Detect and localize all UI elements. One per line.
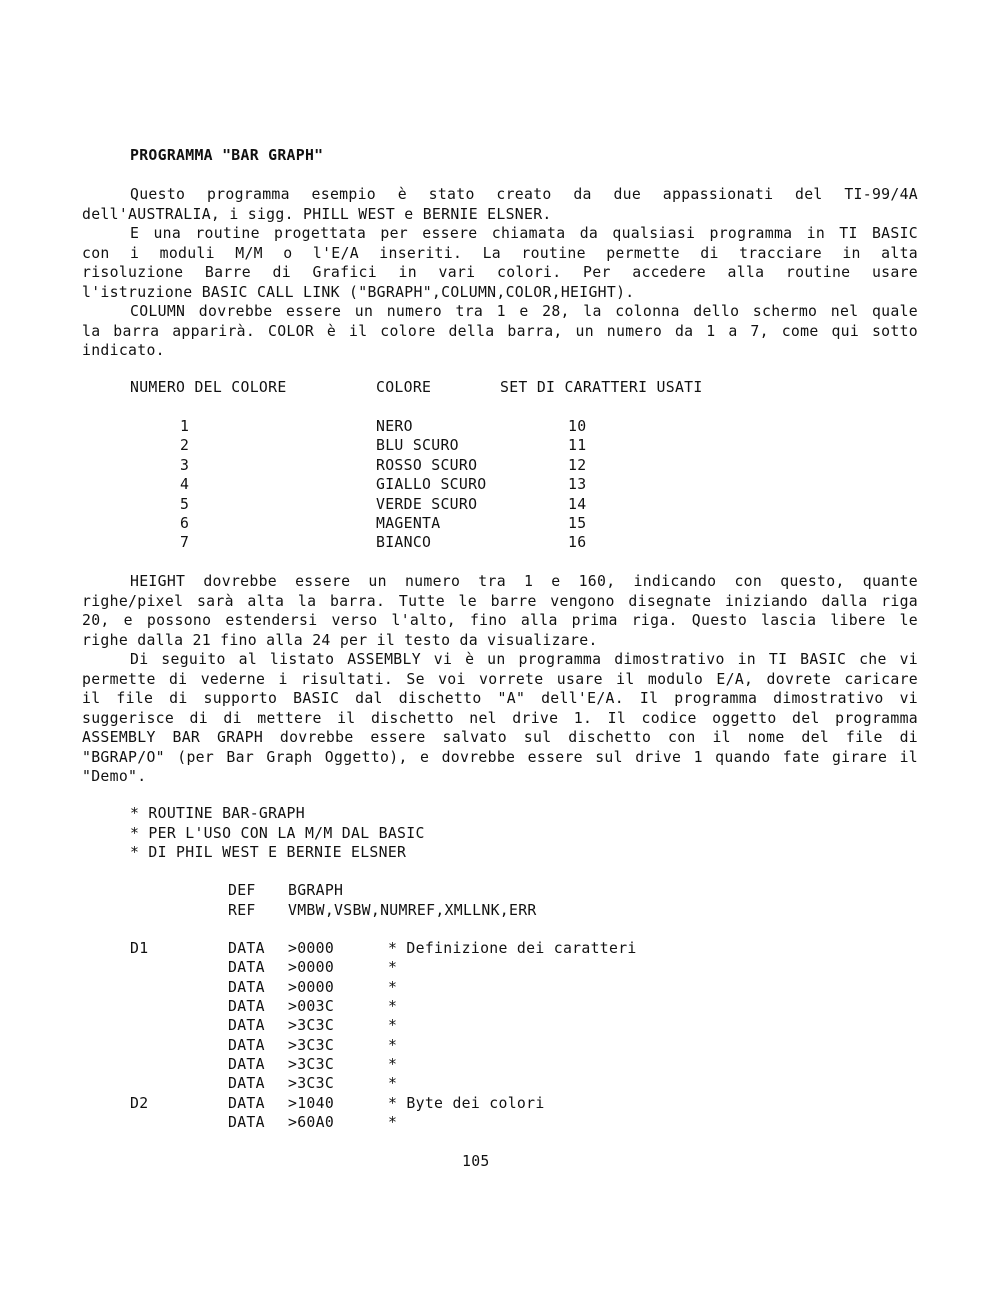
code-token: *	[388, 1037, 398, 1054]
paragraph-line: dell'AUSTRALIA, i sigg. PHILL WEST e BERNIE ELSNER.	[82, 205, 552, 223]
page-title: PROGRAMMA "BAR GRAPH"	[130, 147, 324, 164]
code-token: BGRAPH	[288, 882, 344, 899]
code-token: D1	[130, 940, 149, 957]
code-comment: * ROUTINE BAR-GRAPH	[130, 805, 305, 822]
code-token: DATA	[228, 1075, 265, 1092]
table-cell: 15	[568, 515, 587, 532]
paragraph-line: Di seguito al listato ASSEMBLY vi è un programma dimostrativo in TI BASIC che vi	[130, 651, 918, 668]
paragraph-line: risoluzione Barre di Grafici in vari colori. Per accedere alla routine usare	[82, 264, 918, 281]
paragraph-line: righe/pixel sarà alta la barra. Tutte le barre vengono disegnate iniziando dalla riga	[82, 592, 918, 610]
table-cell: 10	[568, 418, 587, 435]
code-token: >3C3C	[288, 1056, 335, 1073]
table-cell: ROSSO SCURO	[376, 456, 478, 474]
code-token: *	[388, 1056, 398, 1073]
code-token: *	[388, 959, 398, 976]
paragraph-line: "Demo".	[82, 768, 147, 785]
table-cell: 14	[568, 495, 587, 513]
paragraph-line: righe dalla 21 fino alla 24 per il testo da visualizare.	[82, 631, 598, 649]
paragraph-line: l'istruzione BASIC CALL LINK ("BGRAPH",COLUMN,COLOR,HEIGHT).	[82, 283, 635, 301]
paragraph-line: Questo programma esempio è stato creato da due appassionati del TI-99/4A	[130, 186, 918, 203]
code-token: DATA	[228, 998, 265, 1015]
page-number: 105	[462, 1153, 490, 1170]
table-cell: 16	[568, 534, 587, 552]
table-cell: 3	[180, 456, 190, 474]
table-cell: 11	[568, 437, 587, 455]
table-cell: 6	[180, 515, 190, 532]
code-token: DATA	[228, 979, 265, 996]
table-header: SET DI CARATTERI USATI	[500, 379, 703, 396]
paragraph-line: la barra apparirà. COLOR è il colore della barra, un numero da 1 a 7, come qui sotto	[82, 322, 918, 340]
paragraph-line: E una routine progettata per essere chiamata da qualsiasi programma in TI BASIC	[130, 225, 918, 242]
table-cell: 4	[180, 476, 190, 494]
code-token: >3C3C	[288, 1037, 335, 1054]
table-cell: 13	[568, 476, 587, 494]
table-cell: 1	[180, 418, 190, 435]
code-token: VMBW,VSBW,NUMREF,XMLLNK,ERR	[288, 902, 537, 919]
code-token: DATA	[228, 1017, 265, 1034]
table-cell: GIALLO SCURO	[376, 476, 487, 494]
code-token: REF	[228, 902, 256, 919]
paragraph-line: indicato.	[82, 342, 165, 359]
table-header: COLORE	[376, 379, 432, 396]
code-comment: * DI PHIL WEST E BERNIE ELSNER	[130, 844, 407, 861]
paragraph-line: 20, e possono estendersi verso l'alto, fino alla prima riga. Questo lascia libere le	[82, 612, 918, 629]
code-token: >1040	[288, 1095, 335, 1112]
table-cell: 2	[180, 437, 190, 455]
paragraph-line: suggerisce di di mettere il dischetto nel drive 1. Il codice oggetto del programma	[82, 709, 918, 727]
code-token: DATA	[228, 940, 265, 957]
paragraph-line: il file di supporto BASIC dal dischetto "A" dell'E/A. Il programma dimostrativo vi	[82, 690, 918, 707]
table-header: NUMERO DEL COLORE	[130, 379, 287, 396]
paragraph-line: HEIGHT dovrebbe essere un numero tra 1 e 160, indicando con questo, quante	[130, 573, 918, 590]
table-cell: VERDE SCURO	[376, 495, 478, 513]
code-token: *	[388, 998, 398, 1015]
paragraph-line: ASSEMBLY BAR GRAPH dovrebbe essere salvato sul dischetto con il nome del file di	[82, 729, 918, 746]
code-token: DATA	[228, 1095, 265, 1112]
table-cell: MAGENTA	[376, 515, 441, 532]
code-token: DATA	[228, 1056, 265, 1073]
table-cell: BIANCO	[376, 534, 432, 552]
code-token: DATA	[228, 1037, 265, 1054]
code-token: >0000	[288, 959, 335, 976]
code-token: *	[388, 1075, 398, 1092]
code-token: *	[388, 1017, 398, 1034]
table-cell: 7	[180, 534, 190, 552]
paragraph-line: permette di vederne i risultati. Se voi vorrete usare il modulo E/A, dovrete caricare	[82, 670, 918, 688]
paragraph-line: COLUMN dovrebbe essere un numero tra 1 e 28, la colonna dello schermo nel quale	[130, 303, 918, 320]
code-token: >0000	[288, 979, 335, 996]
code-token: * Byte dei colori	[388, 1095, 545, 1112]
code-token: DATA	[228, 959, 265, 976]
table-cell: NERO	[376, 418, 413, 435]
code-token: DEF	[228, 882, 256, 899]
table-cell: 5	[180, 495, 190, 513]
code-comment: * PER L'USO CON LA M/M DAL BASIC	[130, 824, 425, 842]
code-token: >003C	[288, 998, 335, 1015]
code-token: >0000	[288, 940, 335, 957]
table-cell: BLU SCURO	[376, 437, 459, 455]
code-token: DATA	[228, 1114, 265, 1131]
table-cell: 12	[568, 456, 587, 474]
code-token: D2	[130, 1095, 149, 1112]
code-token: >3C3C	[288, 1075, 335, 1092]
paragraph-line: con i moduli M/M o l'E/A inseriti. La routine permette di tracciare in alta	[82, 244, 918, 262]
code-token: *	[388, 1114, 398, 1131]
paragraph-line: "BGRAP/O" (per Bar Graph Oggetto), e dovrebbe essere sul drive 1 quando fate girare il	[82, 748, 918, 766]
code-token: * Definizione dei caratteri	[388, 940, 637, 957]
code-token: *	[388, 979, 398, 996]
code-token: >60A0	[288, 1114, 335, 1131]
code-token: >3C3C	[288, 1017, 335, 1034]
